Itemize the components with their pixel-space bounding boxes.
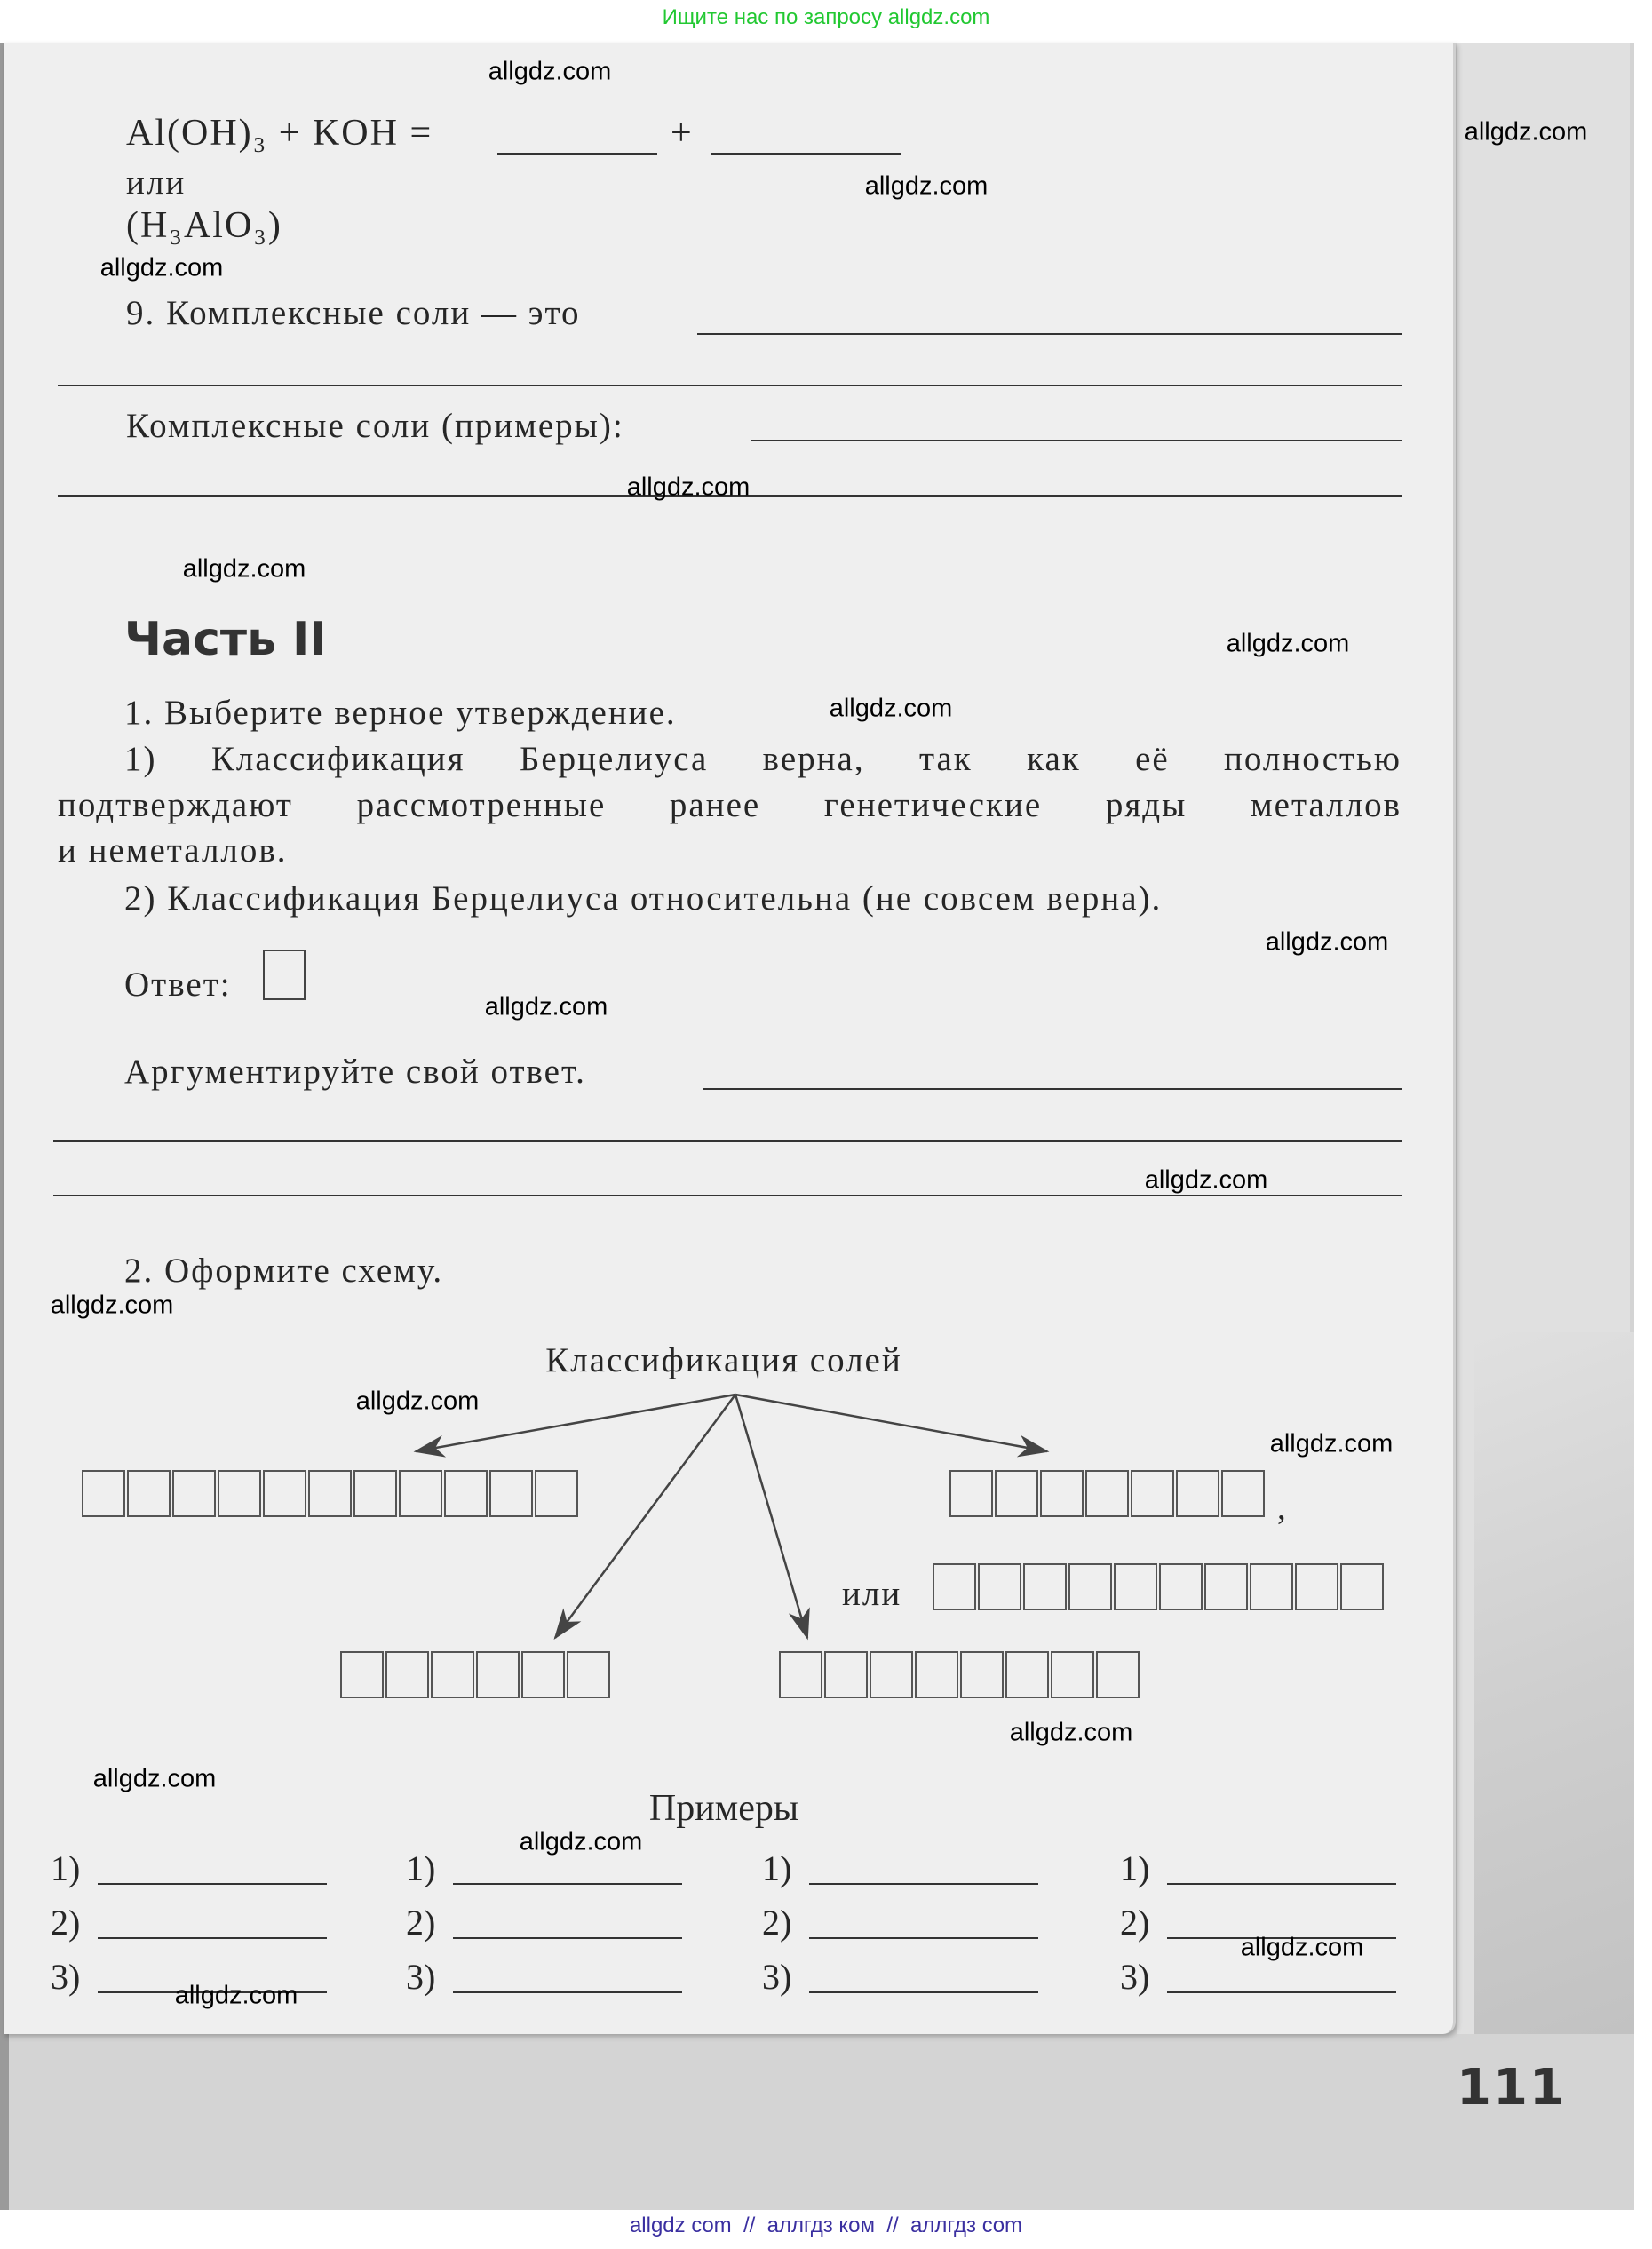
example-number: 3) <box>51 1957 81 1997</box>
letter-box[interactable] <box>431 1651 474 1698</box>
complex-salts-examples-label: Комплексные соли (примеры): <box>126 407 624 445</box>
example-number: 2) <box>1120 1903 1150 1943</box>
example-number: 2) <box>762 1903 792 1943</box>
letter-boxes-or-right[interactable] <box>933 1563 1386 1610</box>
watermark: allgdz.com <box>488 57 612 86</box>
letter-box[interactable] <box>1159 1563 1203 1610</box>
letter-box[interactable] <box>978 1563 1021 1610</box>
part-title: Часть II <box>124 613 327 666</box>
letter-box[interactable] <box>1131 1470 1174 1517</box>
letter-box[interactable] <box>218 1470 261 1517</box>
letter-box[interactable] <box>1005 1651 1049 1698</box>
letter-box[interactable] <box>567 1651 610 1698</box>
letter-boxes-bottom-left[interactable] <box>340 1651 612 1698</box>
watermark: allgdz.com <box>355 1387 480 1416</box>
letter-boxes-top-left[interactable] <box>82 1470 580 1517</box>
example-number: 3) <box>1120 1957 1150 1997</box>
letter-box[interactable] <box>127 1470 171 1517</box>
letter-box[interactable] <box>1023 1563 1067 1610</box>
example-number: 1) <box>762 1848 792 1888</box>
letter-box[interactable] <box>308 1470 352 1517</box>
letter-box[interactable] <box>1040 1470 1084 1517</box>
letter-box[interactable] <box>995 1470 1038 1517</box>
letter-box[interactable] <box>1114 1563 1157 1610</box>
letter-box[interactable] <box>399 1470 442 1517</box>
page-number: 111 <box>1457 2059 1566 2117</box>
letter-box[interactable] <box>1250 1563 1293 1610</box>
example-answer-line[interactable] <box>809 1883 1038 1885</box>
example-answer-line[interactable] <box>98 1937 327 1939</box>
example-answer-line[interactable] <box>809 1991 1038 1993</box>
watermark: allgdz.com <box>829 694 953 723</box>
examples-title: Примеры <box>648 1788 799 1829</box>
arrow-bottom-middle <box>735 1395 807 1638</box>
watermark: allgdz.com <box>1240 1933 1364 1962</box>
letter-box[interactable] <box>779 1651 822 1698</box>
formula-text: (H₃AlO₃) <box>126 205 282 246</box>
example-number: 2) <box>406 1903 436 1943</box>
example-answer-line[interactable] <box>1167 1883 1396 1885</box>
question-2: 2. Оформите схему. <box>124 1252 444 1290</box>
watermark: allgdz.com <box>1269 1429 1394 1458</box>
letter-box[interactable] <box>1176 1470 1219 1517</box>
letter-boxes-top-right[interactable] <box>949 1470 1267 1517</box>
option-2: 2) Классификация Берцелиуса относительна (не совсем верна). <box>124 879 1163 918</box>
watermark: allgdz.com <box>484 992 608 1021</box>
letter-box[interactable] <box>1204 1563 1248 1610</box>
comma: , <box>1277 1489 1288 1527</box>
letter-box[interactable] <box>960 1651 1004 1698</box>
argue-label: Аргументируйте свой ответ. <box>124 1053 586 1091</box>
letter-box[interactable] <box>1096 1651 1140 1698</box>
equation-text: Al(OH)₃ + KOH = <box>126 113 433 154</box>
letter-box[interactable] <box>949 1470 993 1517</box>
footer-banner[interactable]: allgdz com // аллгдз ком // аллгдз com <box>629 2213 1023 2237</box>
letter-box[interactable] <box>340 1651 384 1698</box>
letter-box[interactable] <box>385 1651 429 1698</box>
example-number: 3) <box>762 1957 792 1997</box>
letter-box[interactable] <box>172 1470 216 1517</box>
letter-box[interactable] <box>535 1470 578 1517</box>
example-number: 3) <box>406 1957 436 1997</box>
letter-box[interactable] <box>521 1651 565 1698</box>
option-1-line: 1) Классификация Берцелиуса верна, так как её полностью <box>124 740 1402 778</box>
example-answer-line[interactable] <box>453 1937 682 1939</box>
watermark: allgdz.com <box>864 171 989 201</box>
arrow-right <box>735 1395 1047 1451</box>
arrow-bottom-left <box>555 1395 735 1638</box>
example-number: 1) <box>406 1848 436 1888</box>
letter-box[interactable] <box>933 1563 976 1610</box>
letter-box[interactable] <box>476 1651 520 1698</box>
example-answer-line[interactable] <box>809 1937 1038 1939</box>
watermark: allgdz.com <box>50 1291 174 1320</box>
option-1-line: подтверждают рассмотренные ранее генетические ряды металлов <box>58 786 1402 824</box>
example-number: 2) <box>51 1903 81 1943</box>
watermark: allgdz.com <box>182 554 306 584</box>
or-label: или <box>842 1575 902 1613</box>
or-text: или <box>126 163 187 202</box>
letter-box[interactable] <box>1085 1470 1129 1517</box>
watermark: allgdz.com <box>1265 927 1389 957</box>
question-1: 1. Выберите верное утверждение. <box>124 694 677 732</box>
example-answer-line[interactable] <box>1167 1991 1396 1993</box>
watermark: allgdz.com <box>626 473 751 502</box>
scheme-title: Классификация солей <box>545 1341 902 1379</box>
watermark: allgdz.com <box>519 1827 643 1856</box>
example-answer-line[interactable] <box>453 1991 682 1993</box>
letter-box[interactable] <box>915 1651 958 1698</box>
letter-box[interactable] <box>1295 1563 1338 1610</box>
letter-box[interactable] <box>489 1470 533 1517</box>
letter-boxes-bottom-middle[interactable] <box>779 1651 1141 1698</box>
letter-box[interactable] <box>870 1651 913 1698</box>
example-number: 1) <box>1120 1848 1150 1888</box>
example-answer-line[interactable] <box>453 1883 682 1885</box>
letter-box[interactable] <box>353 1470 397 1517</box>
watermark: allgdz.com <box>1144 1165 1268 1195</box>
question-9: 9. Комплексные соли — это <box>126 294 581 332</box>
header-banner[interactable]: Ищите нас по запросу allgdz.com <box>662 5 990 29</box>
watermark: allgdz.com <box>92 1764 217 1793</box>
plus-sign: + <box>671 113 694 154</box>
watermark: allgdz.com <box>99 253 224 282</box>
watermark: allgdz.com <box>174 1981 298 2010</box>
option-1-line: и неметаллов. <box>58 831 288 870</box>
watermark: allgdz.com <box>1226 629 1350 658</box>
example-answer-line[interactable] <box>98 1883 327 1885</box>
letter-box[interactable] <box>444 1470 488 1517</box>
answer-label: Ответ: <box>124 966 232 1004</box>
letter-box[interactable] <box>1340 1563 1384 1610</box>
letter-box[interactable] <box>1068 1563 1112 1610</box>
letter-box[interactable] <box>1051 1651 1094 1698</box>
watermark: allgdz.com <box>1009 1718 1133 1747</box>
example-number: 1) <box>51 1848 81 1888</box>
letter-box[interactable] <box>824 1651 868 1698</box>
letter-box[interactable] <box>82 1470 125 1517</box>
letter-box[interactable] <box>1221 1470 1265 1517</box>
watermark: allgdz.com <box>1464 117 1588 147</box>
letter-box[interactable] <box>263 1470 306 1517</box>
